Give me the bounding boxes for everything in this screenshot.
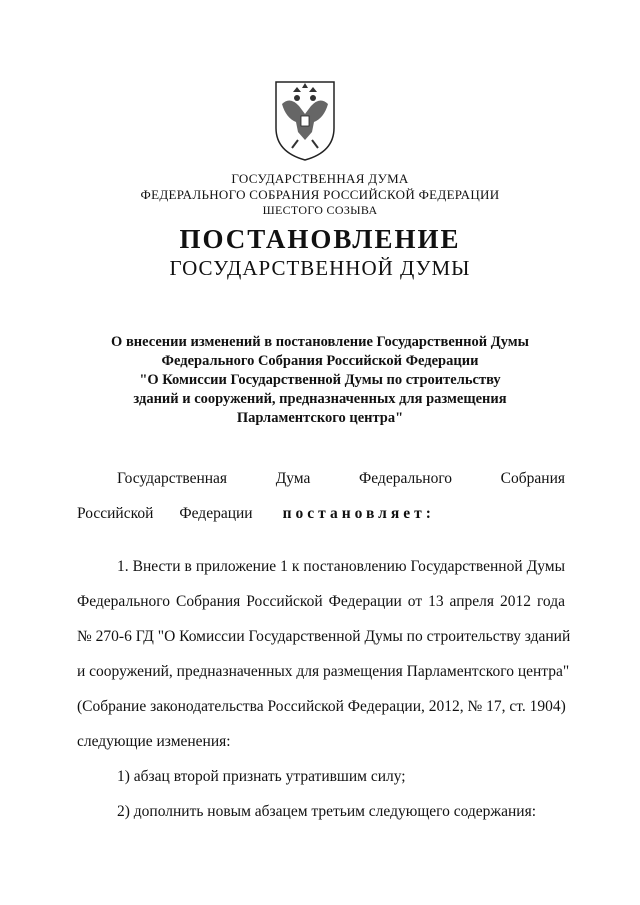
coat-of-arms-emblem: [272, 78, 338, 162]
title-line: зданий и сооружений, предназначенных для размещения: [133, 391, 507, 407]
preamble-line-2: [77, 505, 565, 523]
body-line: Федерального Собрания Российской Федерации от 13 апреля 2012 года: [77, 593, 565, 610]
document-issuer: ГОСУДАРСТВЕННОЙ ДУМЫ: [169, 256, 471, 280]
preamble-word: Государственная: [117, 470, 228, 487]
body-line: 2) дополнить новым абзацем третьим следующего содержания:: [117, 803, 537, 820]
preamble-word: Федерального: [359, 470, 453, 487]
preamble-line-1: [117, 470, 565, 488]
header-line-convocation: ШЕСТОГО СОЗЫВА: [262, 203, 378, 217]
body-line: 1. Внести в приложение 1 к постановлению Государственной Думы: [117, 558, 565, 575]
preamble-word: Дума: [275, 470, 311, 487]
title-line: О внесении изменений в постановление Государственной Думы: [111, 334, 529, 350]
resolves-word: постановляет:: [282, 505, 435, 522]
header-line-federal-assembly: ФЕДЕРАЛЬНОГО СОБРАНИЯ РОССИЙСКОЙ ФЕДЕРАЦИИ: [140, 187, 500, 202]
body-line: № 270-6 ГД "О Комиссии Государственной Думы по строительству зданий: [77, 628, 571, 645]
body-line: (Собрание законодательства Российской Федерации, 2012, № 17, ст. 1904): [77, 698, 566, 715]
body-line: и сооружений, предназначенных для размещения Парламентского центра": [77, 663, 570, 680]
preamble-word: Собрания: [500, 470, 565, 487]
title-line: "О Комиссии Государственной Думы по строительству: [139, 372, 501, 388]
title-line: Парламентского центра": [236, 410, 404, 426]
header-line-duma: ГОСУДАРСТВЕННАЯ ДУМА: [231, 171, 409, 186]
preamble-word: Федерации: [179, 505, 253, 522]
title-line: Федерального Собрания Российской Федерации: [161, 353, 479, 369]
body-line: 1) абзац второй признать утратившим силу;: [117, 768, 406, 785]
preamble-word: Российской: [77, 505, 154, 522]
document-type: ПОСТАНОВЛЕНИЕ: [179, 224, 461, 254]
body-line: следующие изменения:: [77, 733, 231, 750]
